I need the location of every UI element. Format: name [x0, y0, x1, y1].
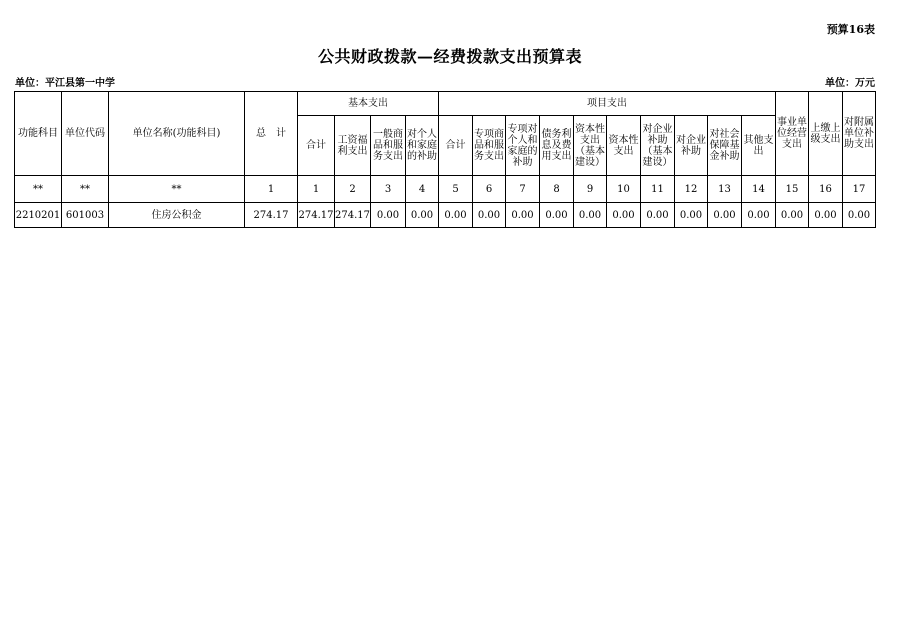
value-cell: 0.00: [809, 203, 843, 228]
currency-unit-label: 单位：万元: [825, 78, 875, 89]
index-cell: 17: [843, 176, 876, 203]
value-cell: 0.00: [540, 203, 574, 228]
header-proj-debt: 债务利息及费用支出: [540, 116, 574, 176]
header-basic-family: 对个人和家庭的补助: [406, 116, 439, 176]
value-cell: 0.00: [607, 203, 641, 228]
header-basic-wage: 工资福利支出: [335, 116, 371, 176]
index-cell: 6: [473, 176, 506, 203]
header-unit-code: 单位代码: [62, 92, 109, 176]
value-cell: 0.00: [843, 203, 876, 228]
header-func-subject: 功能科目: [15, 92, 62, 176]
index-cell: 15: [776, 176, 809, 203]
index-cell: 9: [574, 176, 607, 203]
header-basic-goods: 一般商品和服务支出: [371, 116, 406, 176]
header-basic-total: 合计: [298, 116, 335, 176]
index-cell: 11: [641, 176, 675, 203]
value-cell: 0.00: [742, 203, 776, 228]
unit-name-label: 单位：平江县第一中学: [15, 78, 115, 89]
budget-table: [14, 91, 876, 228]
value-cell: 274.17: [335, 203, 371, 228]
index-cell: 8: [540, 176, 574, 203]
header-proj-total: 合计: [439, 116, 473, 176]
value-cell: 0.00: [473, 203, 506, 228]
index-cell: 14: [742, 176, 776, 203]
value-cell: 0.00: [574, 203, 607, 228]
index-cell: 7: [506, 176, 540, 203]
header-proj-capital-build: 资本性支出（基本建设）: [574, 116, 607, 176]
index-row: [15, 176, 876, 203]
table-row: [15, 203, 876, 228]
index-cell: 3: [371, 176, 406, 203]
value-cell: 0.00: [439, 203, 473, 228]
header-biz-operation: 事业单位经营支出: [776, 92, 809, 176]
header-upper-payment: 上缴上级支出: [809, 92, 843, 176]
unit-code-cell: 601003: [62, 203, 109, 228]
header-proj-other: 其他支出: [742, 116, 776, 176]
index-cell: 16: [809, 176, 843, 203]
form-number: 预算16表: [826, 23, 875, 36]
value-cell: 274.17: [298, 203, 335, 228]
index-cell: 12: [675, 176, 708, 203]
header-proj-capital: 资本性支出: [607, 116, 641, 176]
index-cell: 4: [406, 176, 439, 203]
unit-name-cell: 住房公积金: [109, 203, 245, 228]
value-cell: 0.00: [641, 203, 675, 228]
index-cell: 2: [335, 176, 371, 203]
index-cell: 10: [607, 176, 641, 203]
index-cell: 1: [245, 176, 298, 203]
index-cell: **: [15, 176, 62, 203]
header-proj-goods: 专项商品和服务支出: [473, 116, 506, 176]
header-affiliated: 对附属单位补助支出: [843, 92, 876, 176]
header-proj-social: 对社会保障基金补助: [708, 116, 742, 176]
header-project-group: 项目支出: [439, 92, 776, 116]
value-cell: 0.00: [675, 203, 708, 228]
index-cell: **: [109, 176, 245, 203]
header-proj-enterprise: 对企业补助: [675, 116, 708, 176]
func-code-cell: 2210201: [15, 203, 62, 228]
index-cell: 1: [298, 176, 335, 203]
index-cell: 13: [708, 176, 742, 203]
value-cell: 0.00: [506, 203, 540, 228]
value-cell: 0.00: [406, 203, 439, 228]
header-proj-enterprise-build: 对企业补助（基本建设）: [641, 116, 675, 176]
header-proj-family: 专项对个人和家庭的补助: [506, 116, 540, 176]
value-cell: 274.17: [245, 203, 298, 228]
index-cell: **: [62, 176, 109, 203]
value-cell: 0.00: [708, 203, 742, 228]
header-total: 总 计: [245, 92, 298, 176]
page-title: 公共财政拨款—经费拨款支出预算表: [317, 47, 582, 66]
header-basic-group: 基本支出: [298, 92, 439, 116]
index-cell: 5: [439, 176, 473, 203]
value-cell: 0.00: [371, 203, 406, 228]
header-unit-name: 单位名称(功能科目): [109, 92, 245, 176]
value-cell: 0.00: [776, 203, 809, 228]
